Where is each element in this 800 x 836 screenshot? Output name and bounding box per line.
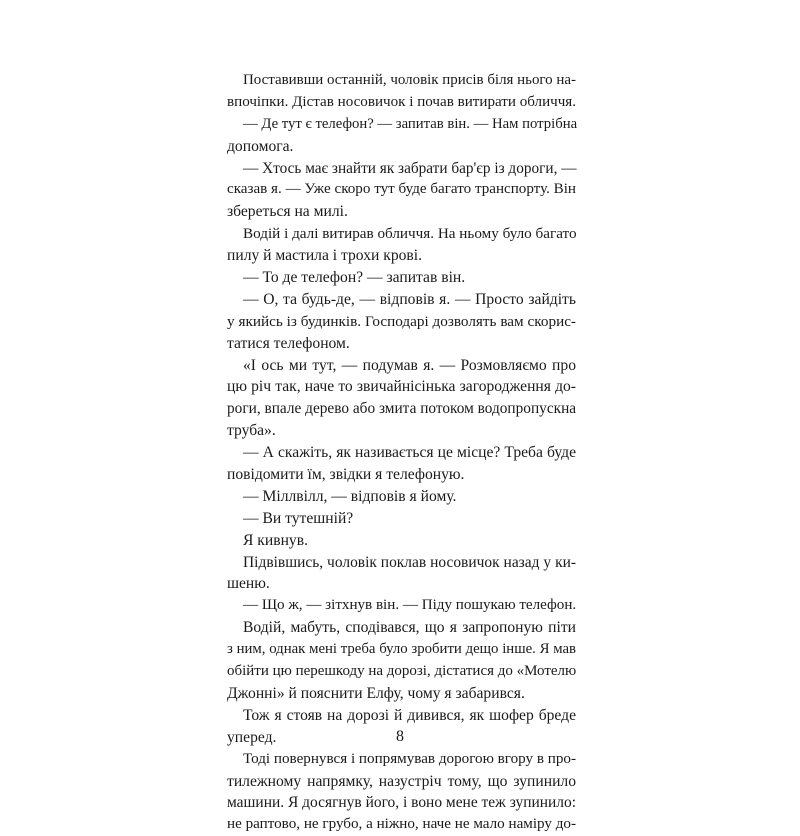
text-line: роги, впале дерево або змита потоком водопропускна bbox=[227, 400, 577, 418]
text-line: — То де телефон? — запитав він. bbox=[243, 269, 466, 287]
text-line: впочіпки. Дістав носовичок і почав витирати обличчя. bbox=[227, 93, 577, 110]
text-line: пилу й мастила і трохи крові. bbox=[227, 247, 423, 265]
text-line: сказав я. — Уже скоро тут буде багато транспорту. Він bbox=[227, 181, 576, 198]
text-line: — О, та будь-де, — відповів я. — Просто зайдіть bbox=[243, 290, 576, 308]
text-line: повідомити їм, звідки я телефоную. bbox=[227, 466, 465, 484]
text-line: машини. Я досягнув його, і воно мене теж зупинило: bbox=[227, 794, 577, 812]
text-line: уперед. bbox=[227, 728, 277, 746]
text-line: — Де тут є телефон? — запитав він. — Нам потрібна bbox=[243, 115, 578, 132]
text-line: Водій і далі витирав обличчя. На ньому було багато bbox=[243, 225, 577, 243]
text-line: труба». bbox=[227, 422, 276, 440]
text-line: Я кивнув. bbox=[243, 531, 308, 549]
text-line: — Міллвілл, — відповів я йому. bbox=[243, 487, 457, 505]
text-line: Тоді повернувся і попрямував дорогою вгору в про- bbox=[243, 750, 576, 767]
text-line: Підвівшись, чоловік поклав носовичок назад у ки- bbox=[243, 553, 576, 571]
text-line: Тож я стояв на дорозі й дивився, як шофер бреде bbox=[243, 706, 576, 724]
text-line: Поставивши останній, чоловік присів біля нього на- bbox=[243, 72, 576, 88]
text-line: шеню. bbox=[227, 575, 270, 593]
text-line: збереться на милі. bbox=[227, 203, 348, 221]
text-line: не раптово, не грубо, а ніжно, наче не мало наміру до- bbox=[227, 816, 577, 833]
text-line: Джонні» й пояснити Елфу, чому я забарився. bbox=[227, 684, 525, 702]
page-number: 8 bbox=[396, 728, 404, 745]
text-line: Водій, мабуть, сподівався, що я запропоную піти bbox=[243, 619, 576, 637]
body-text bbox=[227, 70, 576, 836]
text-line: з ним, однак мені треба було зробити дещо інше. Я мав bbox=[227, 641, 576, 658]
text-line: цю річ так, наче то звичайнісінька загородження до- bbox=[227, 378, 576, 396]
text-line: — Що ж, — зітхнув він. — Піду пошукаю телефон. bbox=[243, 597, 577, 614]
text-line: — А скажіть, як називається це місце? Треба буде bbox=[243, 444, 576, 462]
text-line: «І ось ми тут, — подумав я. — Розмовляємо про bbox=[243, 356, 576, 374]
text-line: — Ви тутешній? bbox=[243, 509, 354, 527]
text-line: татися телефоном. bbox=[227, 334, 350, 352]
text-line: тилежному напрямку, назустріч тому, що зупинило bbox=[227, 772, 576, 790]
text-line: у якийсь із будинків. Господарі дозволять вам скорис- bbox=[227, 312, 576, 330]
text-line: обійти цю перешкоду на дорозі, дістатися до «Мотелю bbox=[227, 663, 577, 680]
text-line: — Хтось має знайти як забрати бар'єр із дороги, — bbox=[243, 159, 577, 177]
text-line: допомога. bbox=[227, 137, 294, 155]
